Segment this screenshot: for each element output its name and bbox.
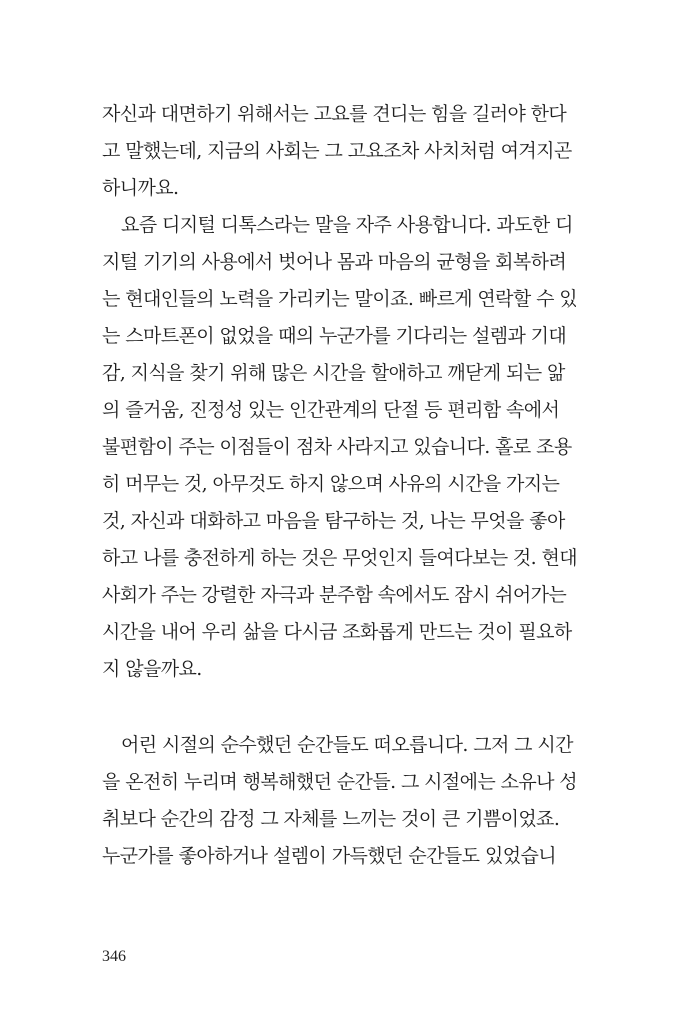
text-line: 하고 나를 충전하게 하는 것은 무엇인지 들여다보는 것. 현대 [102, 547, 578, 569]
text-line: 고 말했는데, 지금의 사회는 그 고요조차 사치처럼 여겨지곤 [102, 140, 572, 162]
text-line: 을 온전히 누리며 행복해했던 순간들. 그 시절에는 소유나 성 [102, 771, 578, 793]
text-line: 자신과 대면하기 위해서는 고요를 견디는 힘을 길러야 한다 [102, 103, 567, 125]
text-line: 지 않을까요. [102, 658, 202, 680]
text-line: 것, 자신과 대화하고 마음을 탐구하는 것, 나는 무엇을 좋아 [102, 510, 565, 532]
text-line: 감, 지식을 찾기 위해 많은 시간을 할애하고 깨닫게 되는 앎 [102, 362, 565, 384]
text-line: 시간을 내어 우리 삶을 다시금 조화롭게 만드는 것이 필요하 [102, 621, 572, 643]
text-line: 히 머무는 것, 아무것도 하지 않으며 사유의 시간을 가지는 [102, 473, 560, 495]
text-line: 사회가 주는 강렬한 자극과 분주함 속에서도 잠시 쉬어가는 [102, 584, 567, 606]
text-line: 하니까요. [102, 177, 179, 199]
text-line: 불편함이 주는 이점들이 점차 사라지고 있습니다. 홀로 조용 [102, 436, 572, 458]
text-line: 지털 기기의 사용에서 벗어나 몸과 마음의 균형을 회복하려 [102, 251, 567, 273]
page-number: 346 [102, 948, 126, 965]
text-line: 어린 시절의 순수했던 순간들도 떠오릅니다. 그저 그 시간 [121, 734, 573, 756]
text-line: 의 즐거움, 진정성 있는 인간관계의 단절 등 편리함 속에서 [102, 399, 560, 421]
text-line: 누군가를 좋아하거나 설렘이 가득했던 순간들도 있었습니 [102, 845, 556, 867]
text-line: 는 현대인들의 노력을 가리키는 말이죠. 빠르게 연락할 수 있 [102, 288, 578, 310]
text-line: 는 스마트폰이 없었을 때의 누군가를 기다리는 설렘과 기대 [102, 325, 567, 347]
text-line: 요즘 디지털 디톡스라는 말을 자주 사용합니다. 과도한 디 [121, 214, 573, 236]
text-line: 취보다 순간의 감정 그 자체를 느끼는 것이 큰 기쁨이었죠. [102, 808, 560, 830]
